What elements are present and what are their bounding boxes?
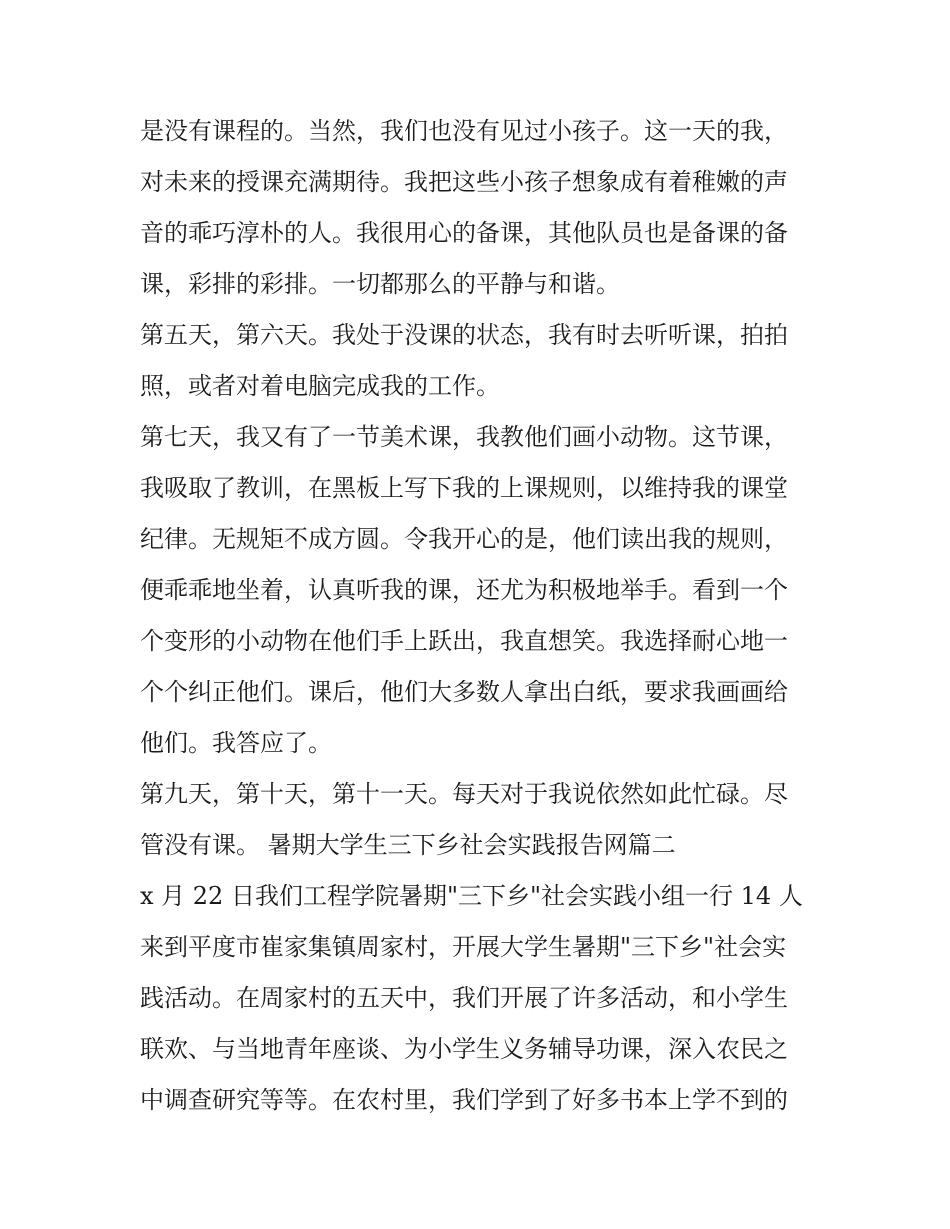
text-line: 来到平度市崔家集镇周家村，开展大学生暑期"三下乡"社会实	[140, 933, 787, 961]
text-line: 联欢、与当地青年座谈、为小学生义务辅导功课，深入农民之	[140, 1035, 788, 1063]
text-line: 是没有课程的。当然，我们也没有见过小孩子。这一天的我，	[140, 117, 788, 145]
text-line: 践活动。在周家村的五天中，我们开展了许多活动，和小学生	[140, 984, 788, 1012]
text-line: 管没有课。 暑期大学生三下乡社会实践报告网篇二	[140, 831, 676, 859]
text-line: 他们。我答应了。	[140, 729, 332, 757]
text-line: 第七天，我又有了一节美术课，我教他们画小动物。这节课，	[140, 423, 788, 451]
text-line: 对未来的授课充满期待。我把这些小孩子想象成有着稚嫩的声	[140, 168, 788, 196]
text-line: 个变形的小动物在他们手上跃出，我直想笑。我选择耐心地一	[140, 627, 788, 655]
body-text	[140, 106, 820, 1126]
text-line: 照，或者对着电脑完成我的工作。	[140, 372, 500, 400]
text-line: 第五天，第六天。我处于没课的状态，我有时去听听课，拍拍	[140, 321, 788, 349]
text-line: x 月 22 日我们工程学院暑期"三下乡"社会实践小组一行 14 人	[140, 882, 803, 910]
text-line: 个个纠正他们。课后，他们大多数人拿出白纸，要求我画画给	[140, 678, 788, 706]
text-line: 便乖乖地坐着，认真听我的课，还尤为积极地举手。看到一个	[140, 576, 788, 604]
text-line: 纪律。无规矩不成方圆。令我开心的是，他们读出我的规则，	[140, 525, 788, 553]
text-line: 我吸取了教训，在黑板上写下我的上课规则，以维持我的课堂	[140, 474, 788, 502]
text-line: 第九天，第十天，第十一天。每天对于我说依然如此忙碌。尽	[140, 780, 788, 808]
text-line: 课，彩排的彩排。一切都那么的平静与和谐。	[140, 270, 620, 298]
text-line: 中调查研究等等。在农村里，我们学到了好多书本上学不到的	[140, 1086, 788, 1114]
text-line: 音的乖巧淳朴的人。我很用心的备课，其他队员也是备课的备	[140, 219, 788, 247]
